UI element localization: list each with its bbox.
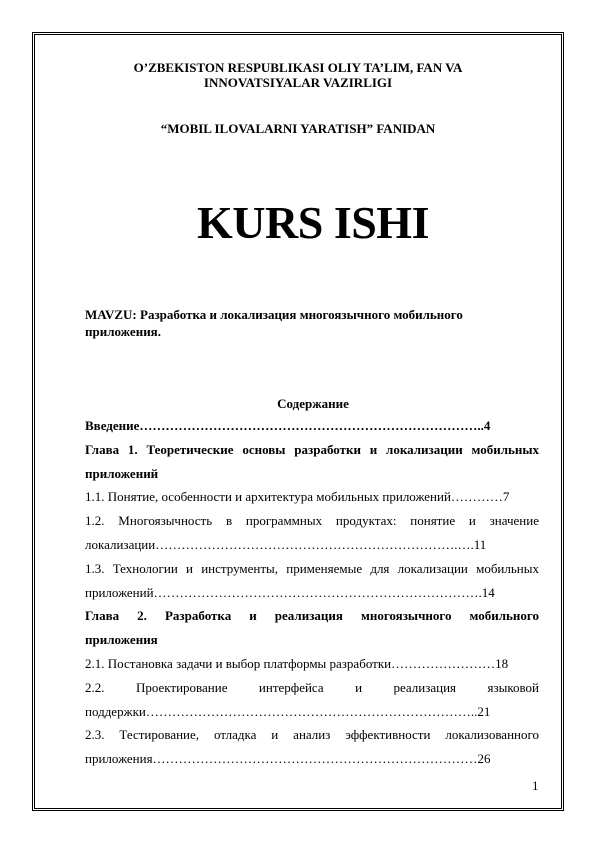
toc-word: и [249, 608, 257, 624]
toc-section-1-1: 1.1. Понятие, особенности и архитектура мобильных приложений…………7 [85, 489, 510, 505]
document-title: KURS ISHI [197, 197, 429, 248]
toc-word: языковой [487, 679, 539, 695]
toc-word: мобильного [469, 608, 539, 624]
toc-section-2-2-line-1 [85, 676, 539, 700]
toc-chapter-2-line-2: приложения [85, 632, 158, 648]
toc-section-2-3-line-1: 2.3. Тестирование, отладка и анализ эффективности локализованного [85, 727, 539, 743]
toc-section-2-1: 2.1. Постановка задачи и выбор платформы разработки……………………18 [85, 655, 509, 671]
subject-name: “MOBIL ILOVALARNI YARATISH” FANIDAN [160, 121, 436, 136]
toc-word: интерфейса [258, 679, 324, 695]
toc-word: 2.2. [85, 679, 105, 695]
toc-chapter-1-line-2: приложений [85, 465, 159, 481]
toc-intro: Введение……………………………………………………………………..4 [85, 418, 491, 433]
topic [85, 306, 535, 340]
toc-word: реализация [274, 608, 343, 624]
toc-word: многоязычного [360, 608, 452, 624]
ministry-line-2: INNOVATSIYALAR VAZIRLIGI [203, 75, 393, 90]
table-of-contents [85, 414, 539, 771]
ministry-line-1: O’ZBEKISTON RESPUBLIKASI OLIY TA’LIM, FAN VA [133, 60, 463, 75]
toc-section-2-3-line-2: приложения…………………………………………………………………26 [85, 751, 491, 767]
toc-word: Разработка [164, 608, 232, 624]
toc-word: 2. [137, 608, 147, 624]
toc-chapter-2-line-1 [85, 604, 539, 628]
toc-heading: Содержание [277, 396, 349, 411]
page-number: 1 [532, 778, 539, 793]
toc-word: Проектирование [135, 679, 228, 695]
toc-word: реализация [393, 679, 457, 695]
toc-section-1-2-line-1: 1.2. Многоязычность в программных продуктах: понятие и значение [85, 513, 539, 529]
toc-chapter-1-line-1: Глава 1. Теоретические основы разработки и локализации мобильных [85, 441, 539, 457]
toc-word: и [355, 679, 363, 695]
toc-section-1-2-line-2: локализации…………………………………………………………….….11 [85, 536, 487, 552]
toc-section-2-2-line-2: поддержки…………………………………………………………………..21 [85, 703, 491, 719]
toc-section-1-3-line-1: 1.3. Технологии и инструменты, применяемые для локализации мобильных [85, 560, 539, 576]
topic-label: MAVZU: [85, 307, 137, 322]
toc-word: Глава [85, 608, 120, 624]
toc-section-1-3-line-2: приложений………………………………………………………………….14 [85, 584, 495, 600]
ministry-header [0, 60, 596, 90]
topic-text-line-1: Разработка и локализация многоязычного мобильного [140, 307, 463, 322]
topic-text-line-2: приложения. [85, 324, 161, 339]
